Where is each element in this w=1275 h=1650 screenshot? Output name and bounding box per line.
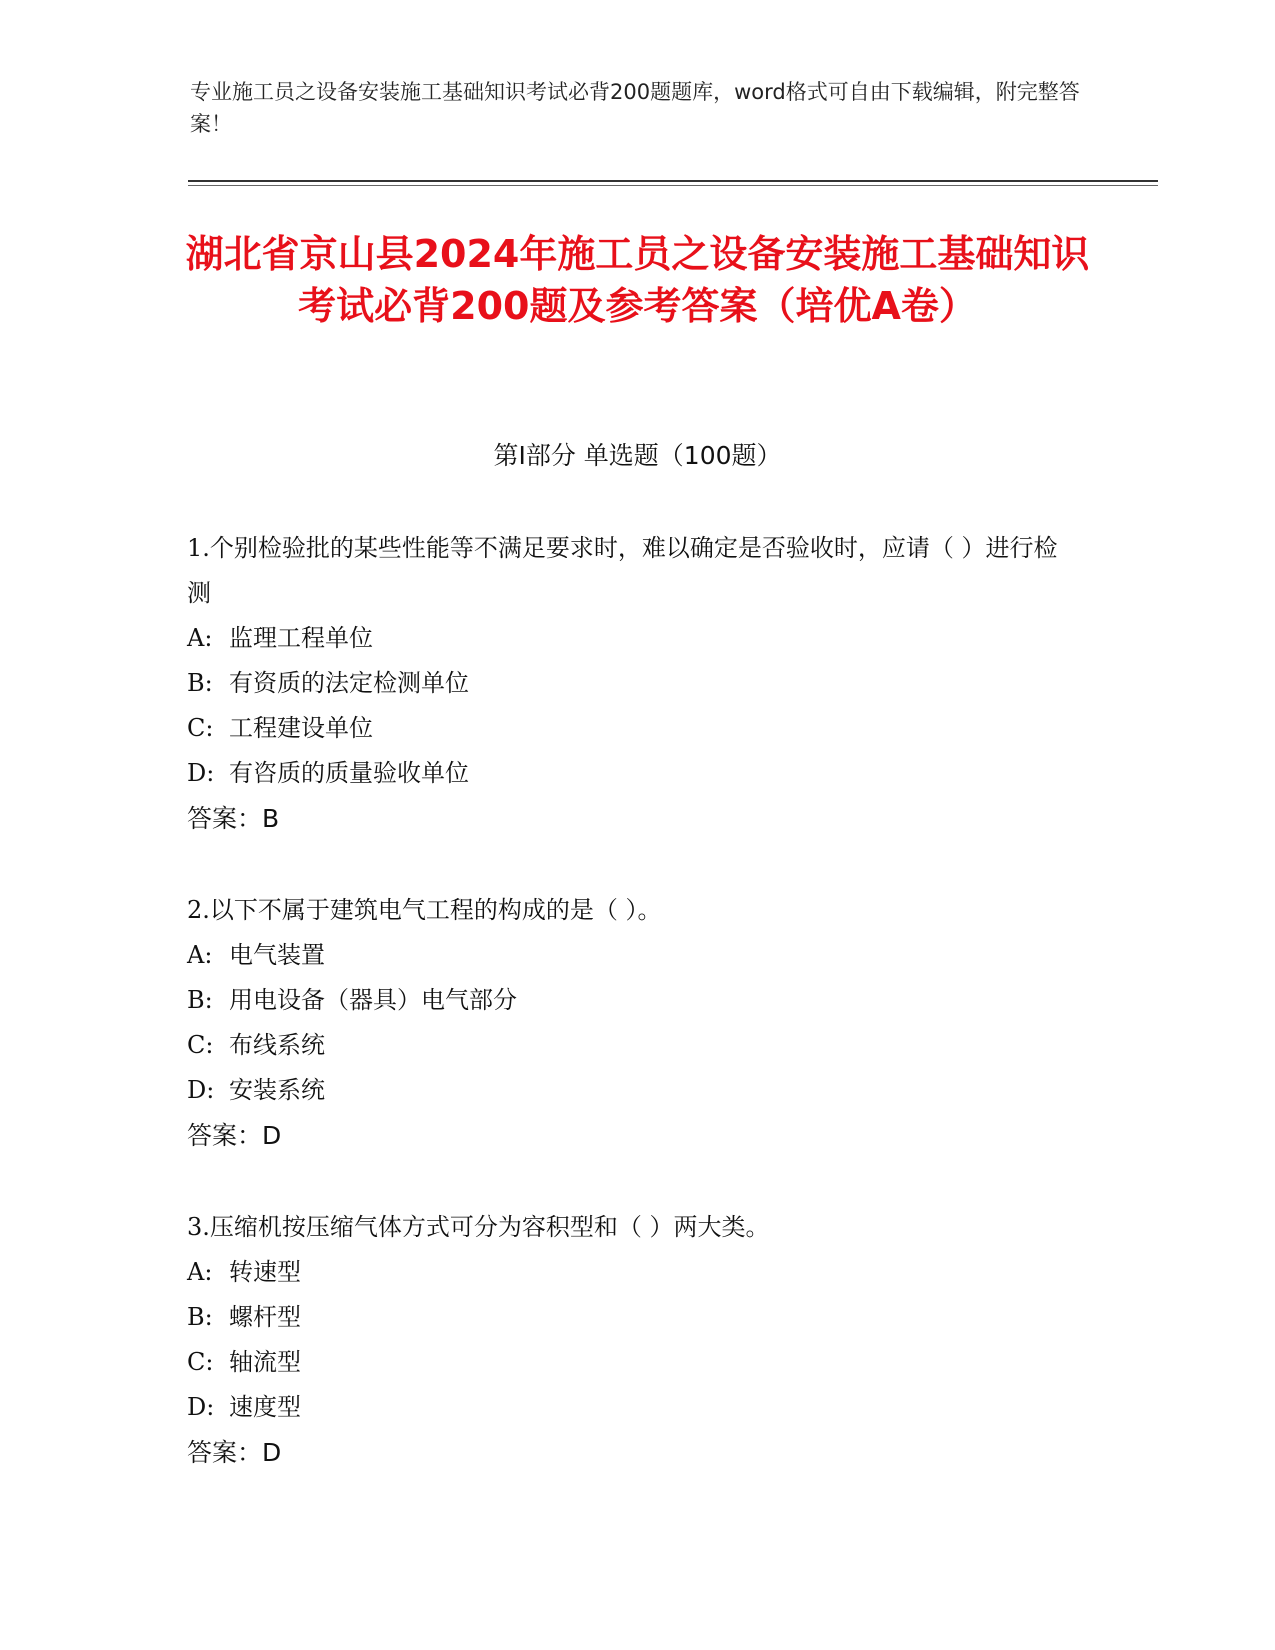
option-text: 电气装置 bbox=[229, 941, 325, 969]
option-text: 工程建设单位 bbox=[229, 714, 373, 742]
option-letter: A: bbox=[187, 1258, 213, 1286]
option-c bbox=[187, 706, 1067, 751]
option-c bbox=[187, 1340, 1067, 1385]
option-letter: D: bbox=[187, 1076, 215, 1104]
option-letter: B: bbox=[187, 669, 213, 697]
section-heading: 第Ⅰ部分 单选题（100题） bbox=[493, 441, 782, 470]
option-letter: C: bbox=[187, 714, 214, 742]
option-text: 有资质的法定检测单位 bbox=[229, 669, 469, 697]
question-2 bbox=[187, 888, 1067, 1159]
option-c bbox=[187, 1023, 1067, 1068]
option-letter: B: bbox=[187, 1303, 213, 1331]
option-a bbox=[187, 933, 1067, 978]
option-text: 螺杆型 bbox=[229, 1303, 301, 1331]
option-letter: D: bbox=[187, 1393, 215, 1421]
question-list bbox=[187, 526, 1067, 1522]
option-d bbox=[187, 1068, 1067, 1113]
answer-line: 答案：B bbox=[187, 804, 280, 833]
option-text: 轴流型 bbox=[229, 1348, 301, 1376]
option-b bbox=[187, 661, 1067, 706]
option-text: 速度型 bbox=[229, 1393, 301, 1421]
option-d bbox=[187, 1385, 1067, 1430]
question-3 bbox=[187, 1205, 1067, 1476]
option-text: 有咨质的质量验收单位 bbox=[229, 759, 469, 787]
option-letter: D: bbox=[187, 759, 215, 787]
option-letter: C: bbox=[187, 1031, 214, 1059]
option-b bbox=[187, 1295, 1067, 1340]
question-stem: 3.压缩机按压缩气体方式可分为容积型和（ ）两大类。 bbox=[187, 1213, 770, 1241]
answer-line: 答案：D bbox=[187, 1438, 282, 1467]
answer-line: 答案：D bbox=[187, 1121, 282, 1150]
option-text: 用电设备（器具）电气部分 bbox=[229, 986, 517, 1014]
option-a bbox=[187, 616, 1067, 661]
option-letter: A: bbox=[187, 941, 213, 969]
header-note: 专业施工员之设备安装施工基础知识考试必背200题题库，word格式可自由下载编辑，附完整答案！ bbox=[190, 80, 1080, 136]
question-stem: 1.个别检验批的某些性能等不满足要求时，难以确定是否验收时，应请（ ）进行检测 bbox=[187, 534, 1058, 607]
option-d bbox=[187, 751, 1067, 796]
option-text: 安装系统 bbox=[229, 1076, 325, 1104]
option-b bbox=[187, 978, 1067, 1023]
question-1 bbox=[187, 526, 1067, 842]
option-text: 监理工程单位 bbox=[229, 624, 373, 652]
option-text: 布线系统 bbox=[229, 1031, 325, 1059]
option-text: 转速型 bbox=[229, 1258, 301, 1286]
header-divider-thick bbox=[188, 180, 1158, 182]
option-letter: C: bbox=[187, 1348, 214, 1376]
option-letter: A: bbox=[187, 624, 213, 652]
option-a bbox=[187, 1250, 1067, 1295]
header-divider-thin bbox=[188, 185, 1158, 186]
document-title: 湖北省京山县2024年施工员之设备安装施工基础知识考试必背200题及参考答案（培优A卷） bbox=[185, 232, 1090, 328]
question-stem: 2.以下不属于建筑电气工程的构成的是（ ）。 bbox=[187, 896, 662, 924]
option-letter: B: bbox=[187, 986, 213, 1014]
